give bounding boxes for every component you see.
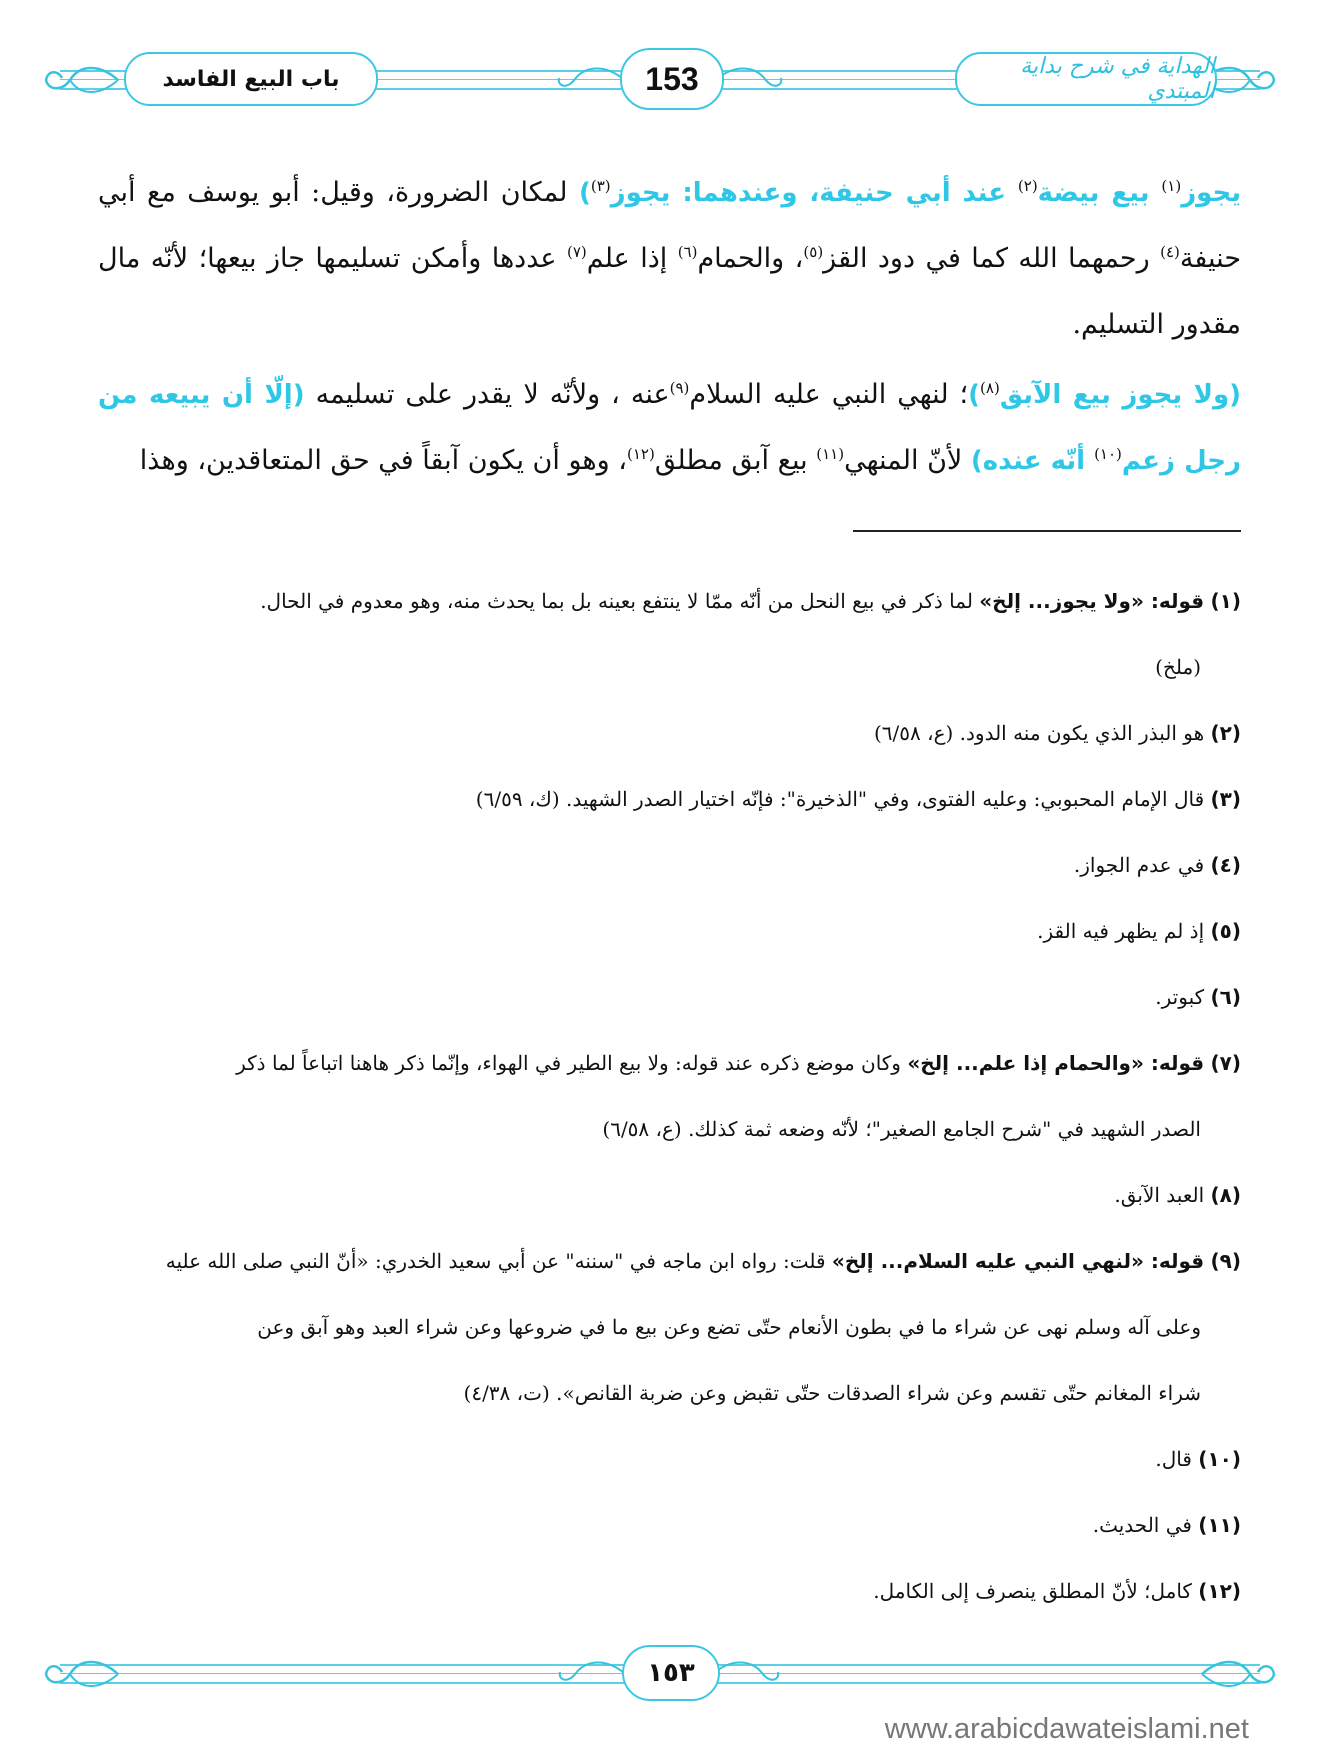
footnote-4	[98, 832, 1241, 898]
footnote-text: كبوتر.	[1155, 985, 1211, 1009]
book-title: الهداية في شرح بداية المبتدي	[1020, 54, 1215, 104]
header-center-left-flourish-icon	[555, 62, 625, 96]
website-watermark: www.arabicdawateislami.net	[884, 1713, 1249, 1745]
chapter-title: باب البيع الفاسد	[162, 66, 340, 92]
sharh-segment: رحمهما الله كما في دود القز	[823, 243, 1161, 274]
sharh-segment: ، والحمام	[697, 243, 804, 274]
sharh-segment: إذا علم	[586, 243, 678, 274]
footnote-2	[98, 700, 1241, 766]
sharh-segment: ؛ لنهي النبي عليه السلام	[689, 379, 969, 410]
matn-segment: (إلّا أن يبيعه من رجل زعم	[98, 380, 1241, 476]
footnote-marker: (١٢)	[626, 445, 655, 463]
matn-segment: بيع بيضة	[1037, 178, 1162, 208]
footnote-text: في عدم الجواز.	[1073, 853, 1211, 877]
footer-page-number-badge	[622, 1645, 720, 1701]
sharh-segment: عددها وأمكن تسليمها جاز بيعها؛ لأنّه مال مقدور التسليم.	[98, 243, 1241, 340]
footnote-marker: (٧)	[566, 243, 587, 261]
footnote-text: هو البذر الذي يكون منه الدود. (ع، ٦/٥٨)	[873, 721, 1211, 745]
footnote-6	[98, 964, 1241, 1030]
main-paragraph-1	[98, 160, 1241, 358]
matn-segment: عند أبي حنيفة، وعندهما: يجوز	[610, 178, 1018, 208]
footnote-marker: (٤)	[1160, 243, 1180, 261]
book-title-badge	[955, 52, 1217, 106]
chapter-title-badge	[124, 52, 378, 106]
footer-right-scroll-ornament-icon	[1200, 1654, 1280, 1694]
footnote-text: قال الإمام المحبوبي: وعليه الفتوى، وفي "الذخيرة": فإنّه اختيار الصدر الشهيد. (ك، ٦/٥٩)	[475, 787, 1211, 811]
matn-segment: أنّه عنده)	[970, 446, 1095, 476]
footnote-number: (٨)	[1210, 1183, 1241, 1207]
footnote-number: (٧)	[1210, 1051, 1241, 1075]
main-paragraph-2	[98, 362, 1241, 494]
footnote-number: (٤)	[1210, 853, 1241, 877]
sharh-segment: عنه ، ولأنّه لا يقدر على تسليمه	[304, 379, 670, 410]
footnote-continuation	[98, 1294, 1241, 1426]
footer-left-scroll-ornament-icon	[40, 1654, 120, 1694]
footnote-marker: (٣)	[590, 177, 611, 195]
footnote-number: (٦)	[1210, 985, 1241, 1009]
footnote-lemma: قوله: «والحمام إذا علم... إلخ»	[907, 1051, 1205, 1075]
footnote-continuation-line: وعلى آله وسلم نهى عن شراء ما في بطون الأنعام حتّى تضع وعن بيع ما في ضروعها وعن شراء العبد وهو آبق وعن	[257, 1315, 1201, 1339]
footer-page-number: ١٥٣	[647, 1658, 695, 1688]
footnote-text: إذ لم يظهر فيه القز.	[1037, 919, 1211, 943]
footnote-marker: (٥)	[803, 243, 824, 261]
footnote-text: كامل؛ لأنّ المطلق ينصرف إلى الكامل.	[873, 1579, 1199, 1603]
footnote-marker: (٩)	[669, 379, 690, 397]
footnote-divider	[853, 530, 1241, 532]
footnote-number: (٣)	[1210, 787, 1241, 811]
footnote-text: العبد الآبق.	[1114, 1183, 1211, 1207]
footnote-10	[98, 1426, 1241, 1492]
footer-center-left-flourish-icon	[556, 1656, 626, 1690]
header-center-right-flourish-icon	[715, 62, 785, 96]
footnote-continuation: الصدر الشهيد في "شرح الجامع الصغير"؛ لأنّه وضعه ثمة كذلك. (ع، ٦/٥٨)	[602, 1117, 1201, 1141]
matn-segment: (ولا يجوز بيع الآبق	[999, 380, 1242, 410]
footnote-7	[98, 1030, 1241, 1162]
footnote-marker: (١)	[1161, 177, 1182, 195]
footnote-text: وكان موضع ذكره عند قوله: ولا بيع الطير في الهواء، وإنّما ذكر هاهنا اتباعاً لما ذكر	[236, 1051, 908, 1075]
footnote-marker: (١٠)	[1094, 445, 1122, 463]
page-number: 153	[645, 60, 699, 97]
footnote-lemma: قوله: «ولا يجوز... إلخ»	[979, 589, 1205, 613]
footnote-continuation: (ملخ)	[1155, 655, 1201, 679]
footnote-continuation-line: شراء المغانم حتّى تقسم وعن شراء الصدقات حتّى تقبض وعن ضربة القانص». (ت، ٤/٣٨)	[463, 1381, 1201, 1405]
footnote-text: في الحديث.	[1092, 1513, 1199, 1537]
footnote-number: (١٢)	[1198, 1579, 1241, 1603]
footnote-number: (١)	[1210, 589, 1241, 613]
page-number-badge	[620, 48, 724, 110]
footnote-lemma: قوله: «لنهي النبي عليه السلام... إلخ»	[831, 1249, 1205, 1273]
footnote-marker: (٦)	[677, 243, 698, 261]
footnote-8	[98, 1162, 1241, 1228]
left-scroll-ornament-icon	[40, 60, 120, 100]
sharh-segment: لمكان الضرورة، وقيل: أبو يوسف مع أبي حنيفة	[98, 177, 1242, 274]
footnote-number: (١٠)	[1198, 1447, 1241, 1471]
footnote-number: (١١)	[1198, 1513, 1241, 1537]
footnote-3	[98, 766, 1241, 832]
footer-center-right-flourish-icon	[712, 1656, 782, 1690]
sharh-segment: بيع آبق مطلق	[654, 445, 817, 476]
footnote-9	[98, 1228, 1241, 1426]
footnote-text: لما ذكر في بيع النحل من أنّه ممّا لا ينتفع بعينه بل بما يحدث منه، وهو معدوم في الحال.	[260, 589, 980, 613]
footnote-number: (٩)	[1210, 1249, 1241, 1273]
footnote-text: قلت: رواه ابن ماجه في "سننه" عن أبي سعيد الخدري: «أنّ النبي صلى الله عليه	[165, 1249, 832, 1273]
matn-segment: )	[578, 178, 591, 208]
footnote-number: (٥)	[1210, 919, 1241, 943]
footnote-12	[98, 1558, 1241, 1624]
matn-segment: يجوز	[1181, 178, 1241, 208]
footnote-marker: (١١)	[816, 445, 845, 463]
sharh-segment: ، وهو أن يكون آبقاً في حق المتعاقدين، وهذا	[139, 445, 627, 476]
footnote-marker: (٨)	[980, 379, 1000, 397]
footnote-marker: (٢)	[1017, 177, 1038, 195]
sharh-segment: لأنّ المنهي	[844, 445, 971, 476]
footnote-number: (٢)	[1210, 721, 1241, 745]
footnote-1	[98, 568, 1241, 700]
matn-segment: )	[968, 380, 981, 410]
main-text	[98, 160, 1241, 494]
footnote-text: قال.	[1155, 1447, 1199, 1471]
footnote-11	[98, 1492, 1241, 1558]
footnote-5	[98, 898, 1241, 964]
footnotes	[98, 568, 1241, 1624]
